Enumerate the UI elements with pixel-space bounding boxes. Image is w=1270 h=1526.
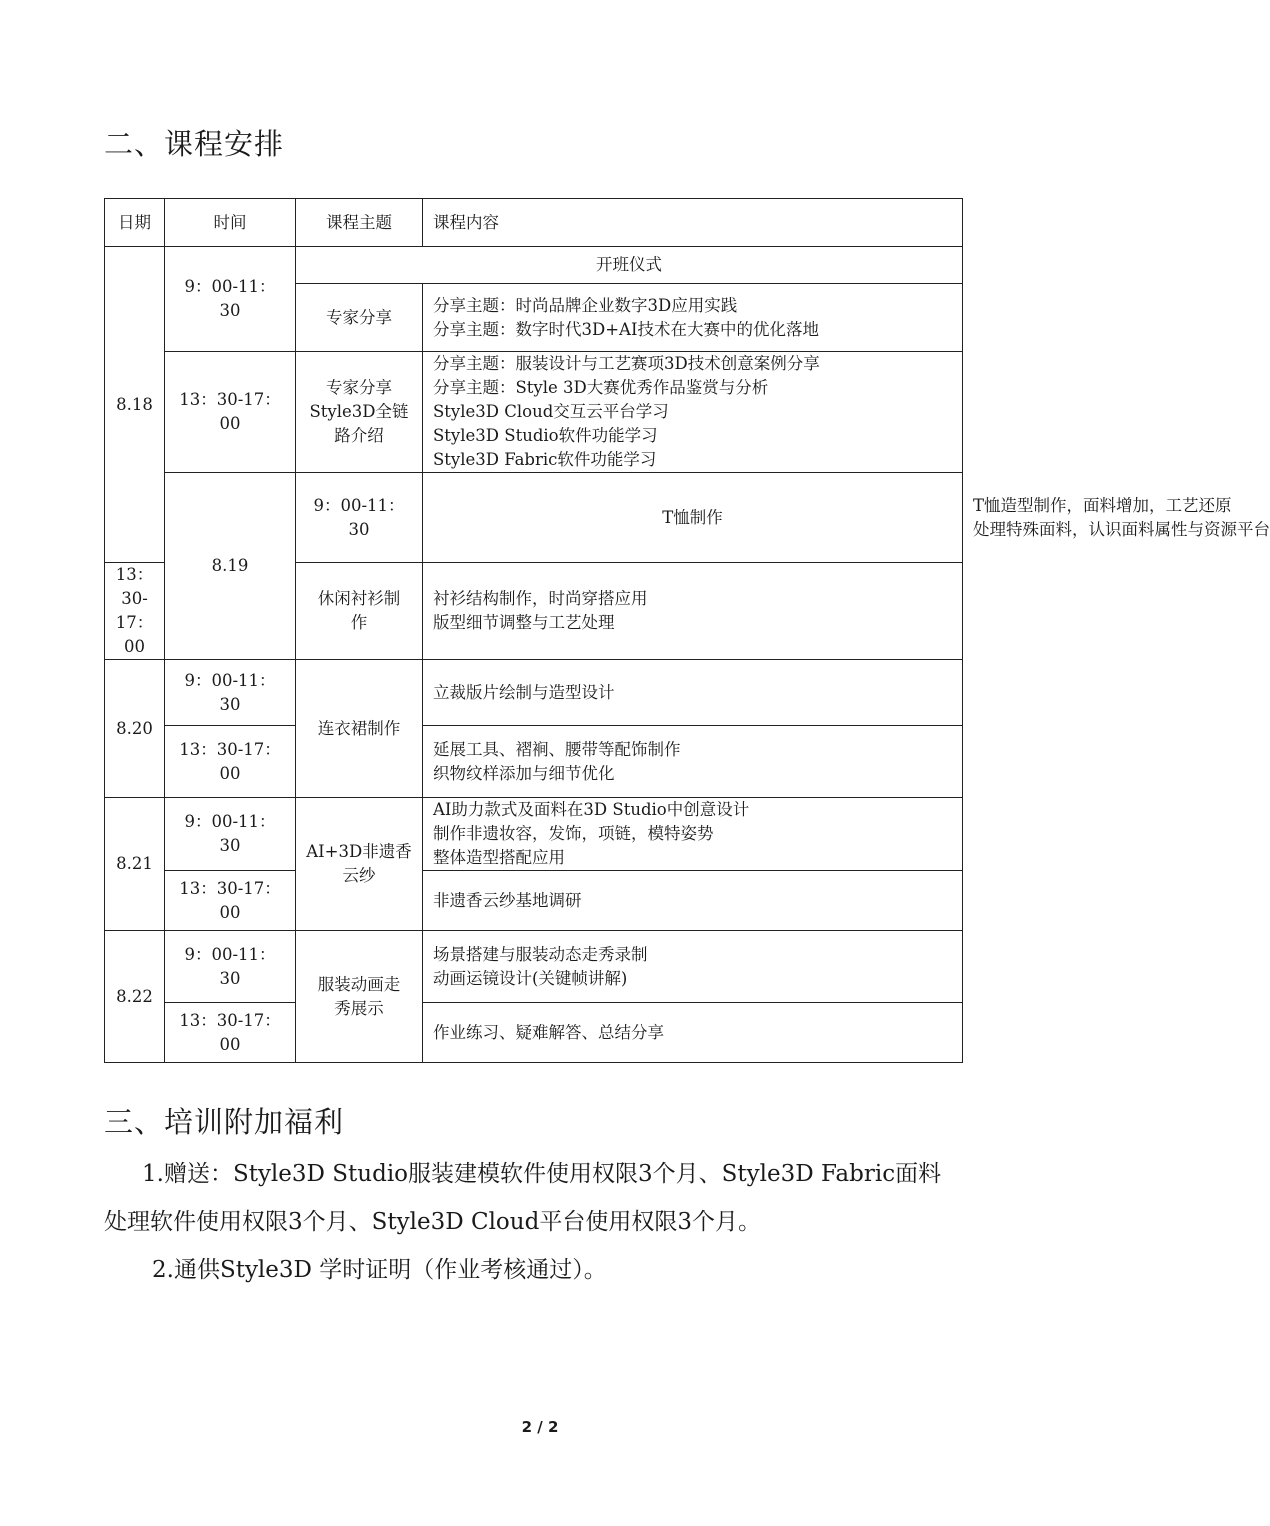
- date-cell: 8.20: [105, 660, 165, 798]
- content-cell: 衬衫结构制作，时尚穿搭应用 版型细节调整与工艺处理: [423, 563, 963, 660]
- time-cell: 13：30-17：00: [165, 352, 296, 473]
- content-cell: 分享主题：服装设计与工艺赛项3D技术创意案例分享 分享主题：Style 3D大赛优秀作品鉴赏与分析 Style3D Cloud交互云平台学习 Style3D Studio软件功能学习 Style3D Fabric软件功能学习: [423, 352, 963, 473]
- opening-ceremony: 开班仪式: [296, 247, 963, 284]
- content-cell: 立裁版片绘制与造型设计: [423, 660, 963, 726]
- time-cell: 13：30-17：00: [165, 1003, 296, 1063]
- content-cell: 延展工具、褶裥、腰带等配饰制作 织物纹样添加与细节优化: [423, 726, 963, 798]
- header-content: 课程内容: [423, 199, 963, 247]
- table-row: [105, 247, 963, 284]
- header-date: 日期: [105, 199, 165, 247]
- topic-cell: T恤制作: [423, 473, 963, 563]
- table-row: [105, 1003, 963, 1063]
- benefit-1-paragraph: 1.赠送：Style3D Studio服装建模软件使用权限3个月、Style3D Fabric面料处理软件使用权限3个月、Style3D Cloud平台使用权限3个月。: [104, 1161, 942, 1235]
- date-cell: 8.21: [105, 798, 165, 931]
- table-row: [105, 660, 963, 726]
- content-cell: 分享主题：时尚品牌企业数字3D应用实践 分享主题：数字时代3D+AI技术在大赛中的优化落地: [423, 284, 963, 352]
- header-time: 时间: [165, 199, 296, 247]
- topic-cell: 专家分享: [296, 284, 423, 352]
- table-row: [105, 931, 963, 1003]
- section-2-title: 二、课程安排: [104, 127, 285, 161]
- time-cell: 13：30-17：00: [165, 871, 296, 931]
- date-cell: 8.19: [165, 473, 296, 660]
- table-row: [105, 726, 963, 798]
- time-cell: 13：30-17：00: [105, 563, 165, 660]
- topic-cell: AI+3D非遗香 云纱: [296, 798, 423, 931]
- table-header-row: [105, 199, 963, 247]
- topic-cell: 专家分享 Style3D全链 路介绍: [296, 352, 423, 473]
- table-row: [105, 352, 963, 473]
- table-row: [105, 798, 963, 871]
- table-row: 8.19 9：00-11：30 T恤制作 T恤造型制作，面料增加，工艺还原 处理特殊面料，认识面料属性与资源平台: [105, 473, 963, 563]
- time-cell: 13：30-17：00: [165, 726, 296, 798]
- header-topic: 课程主题: [296, 199, 423, 247]
- content-cell: 作业练习、疑难解答、总结分享: [423, 1003, 963, 1063]
- topic-cell: 连衣裙制作: [296, 660, 423, 798]
- table-row: [105, 871, 963, 931]
- benefit-2-paragraph: 2.通供Style3D 学时证明（作业考核通过）。: [152, 1257, 607, 1283]
- time-cell: 9：00-11：30: [296, 473, 423, 563]
- course-schedule-table: [104, 198, 1270, 1063]
- content-cell: AI助力款式及面料在3D Studio中创意设计 制作非遗妆容，发饰，项链，模特姿势 整体造型搭配应用: [423, 798, 963, 871]
- section-3-title: 三、培训附加福利: [104, 1105, 345, 1139]
- content-cell: 场景搭建与服装动态走秀录制 动画运镜设计(关键帧讲解): [423, 931, 963, 1003]
- topic-cell: 服装动画走 秀展示: [296, 931, 423, 1063]
- date-cell: 8.22: [105, 931, 165, 1063]
- page-number: 2 / 2: [521, 1418, 559, 1436]
- time-cell: 9：00-11：30: [165, 247, 296, 352]
- time-cell: 9：00-11：30: [165, 798, 296, 871]
- topic-cell: 休闲衬衫制 作: [296, 563, 423, 660]
- time-cell: 9：00-11：30: [165, 931, 296, 1003]
- time-cell: 9：00-11：30: [165, 660, 296, 726]
- content-cell: 非遗香云纱基地调研: [423, 871, 963, 931]
- date-cell: 8.18: [105, 247, 165, 563]
